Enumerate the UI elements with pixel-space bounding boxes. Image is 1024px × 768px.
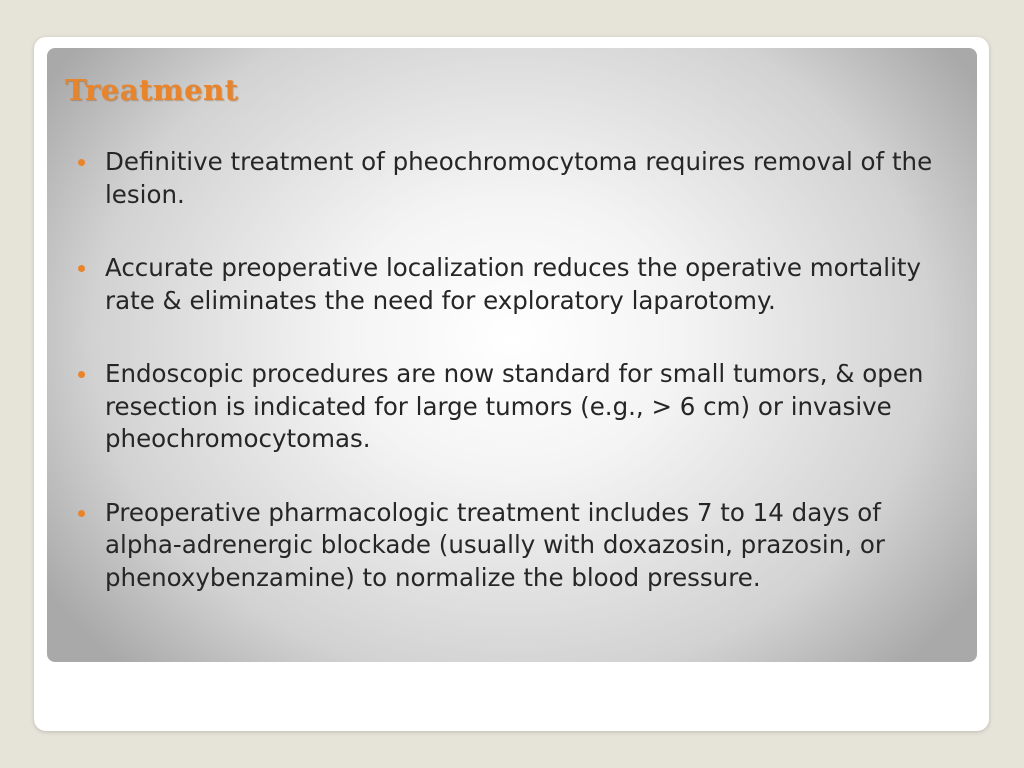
bullet-dot-icon [78, 510, 85, 517]
bullet-item [75, 358, 955, 456]
bullet-item [75, 497, 955, 595]
bullet-text: Accurate preoperative localization reduces the operative mortality rate & eliminates the need for exploratory laparotomy. [105, 253, 921, 315]
content-panel [47, 48, 977, 662]
bullet-item [75, 146, 955, 211]
slide-card [34, 37, 989, 731]
bullet-item [75, 252, 955, 317]
bullet-text: Definitive treatment of pheochromocytoma requires removal of the lesion. [105, 147, 933, 209]
bullet-dot-icon [78, 371, 85, 378]
bullet-dot-icon [78, 265, 85, 272]
slide-title: Treatment [65, 73, 239, 107]
bullet-text: Endoscopic procedures are now standard for small tumors, & open resection is indicated for large tumors (e.g., > 6 cm) or invasive pheochromocytomas. [105, 359, 924, 453]
bullet-text: Preoperative pharmacologic treatment includes 7 to 14 days of alpha-adrenergic blockade (usually with doxazosin, prazosin, or phenoxybenzamine) to normalize the blood pressure. [105, 497, 885, 592]
bullet-dot-icon [78, 159, 85, 166]
bullet-list [75, 146, 955, 635]
